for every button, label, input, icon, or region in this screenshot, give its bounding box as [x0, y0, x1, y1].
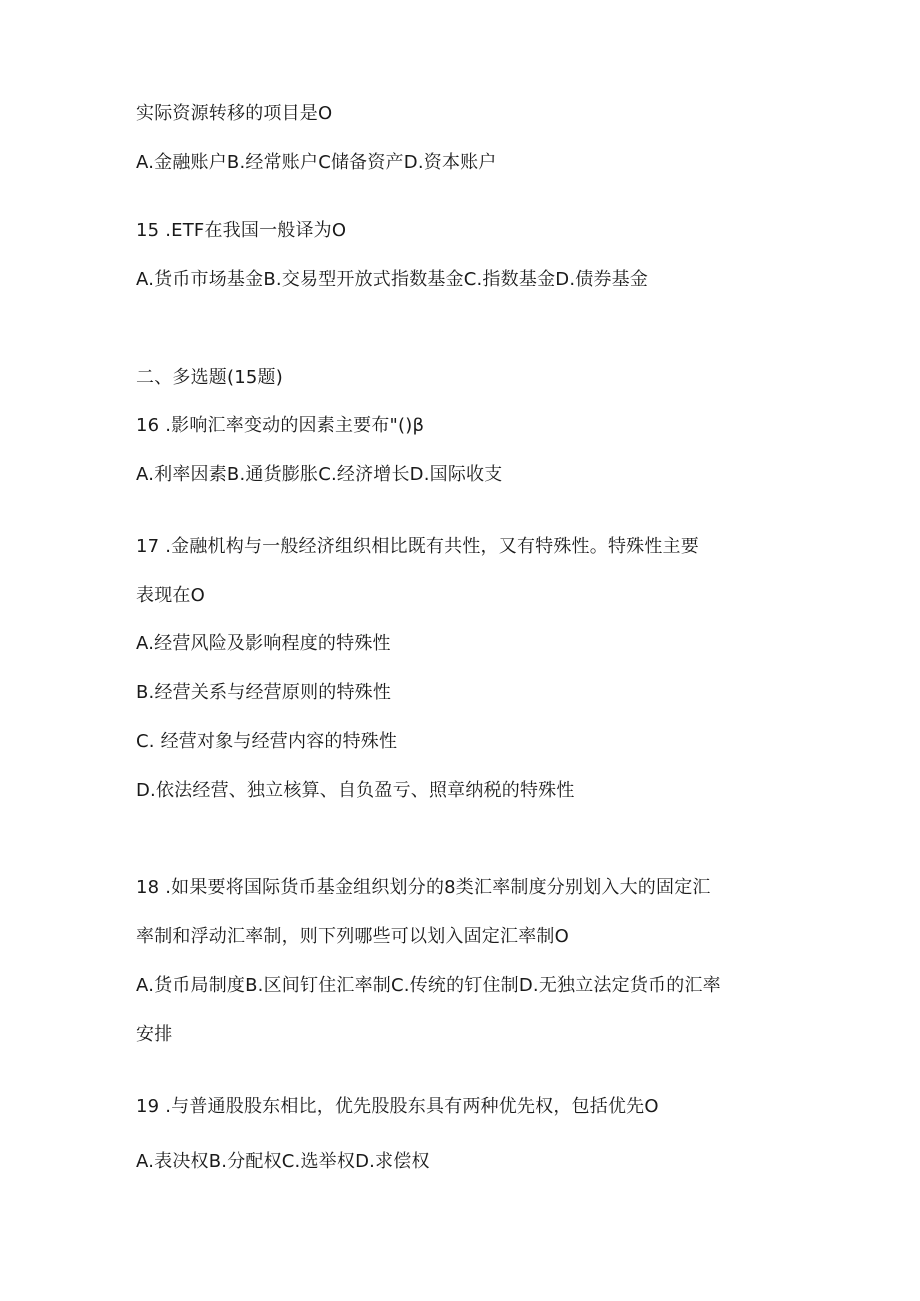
question-15-stem: 15 .ETF在我国一般译为O: [136, 220, 347, 241]
question-18-options-line-2: 安排: [136, 1024, 173, 1045]
question-17-stem-line-1: 17 .金融机构与一般经济组织相比既有共性，又有特殊性。特殊性主要: [136, 536, 699, 557]
section-heading-multiple-choice: 二、多选题(15题): [136, 367, 283, 388]
question-19-stem: 19 .与普通股股东相比，优先股股东具有两种优先权，包括优先O: [136, 1096, 659, 1117]
question-17-option-c: C. 经营对象与经营内容的特殊性: [136, 731, 398, 752]
question-19-options: A.表决权B.分配权C.选举权D.求偿权: [136, 1151, 430, 1172]
question-17-stem-line-2: 表现在O: [136, 585, 205, 606]
question-18-options-line-1: A.货币局制度B.区间钉住汇率制C.传统的钉住制D.无独立法定货币的汇率: [136, 975, 721, 996]
question-16-options: A.利率因素B.通货膨胀C.经济增长D.国际收支: [136, 464, 503, 485]
question-14-options: A.金融账户B.经常账户C储备资产D.资本账户: [136, 152, 497, 173]
question-18-stem-line-1: 18 .如果要将国际货币基金组织划分的8类汇率制度分别划入大的固定汇: [136, 877, 711, 898]
question-14-stem-end: 实际资源转移的项目是O: [136, 103, 333, 124]
question-17-option-d: D.依法经营、独立核算、自负盈亏、照章纳税的特殊性: [136, 780, 575, 801]
question-16-stem: 16 .影响汇率变动的因素主要布"()β: [136, 415, 425, 436]
question-18-stem-line-2: 率制和浮动汇率制，则下列哪些可以划入固定汇率制O: [136, 926, 569, 947]
question-15-options: A.货币市场基金B.交易型开放式指数基金C.指数基金D.债券基金: [136, 269, 649, 290]
question-17-option-b: B.经营关系与经营原则的特殊性: [136, 682, 392, 703]
question-17-option-a: A.经营风险及影响程度的特殊性: [136, 633, 391, 654]
